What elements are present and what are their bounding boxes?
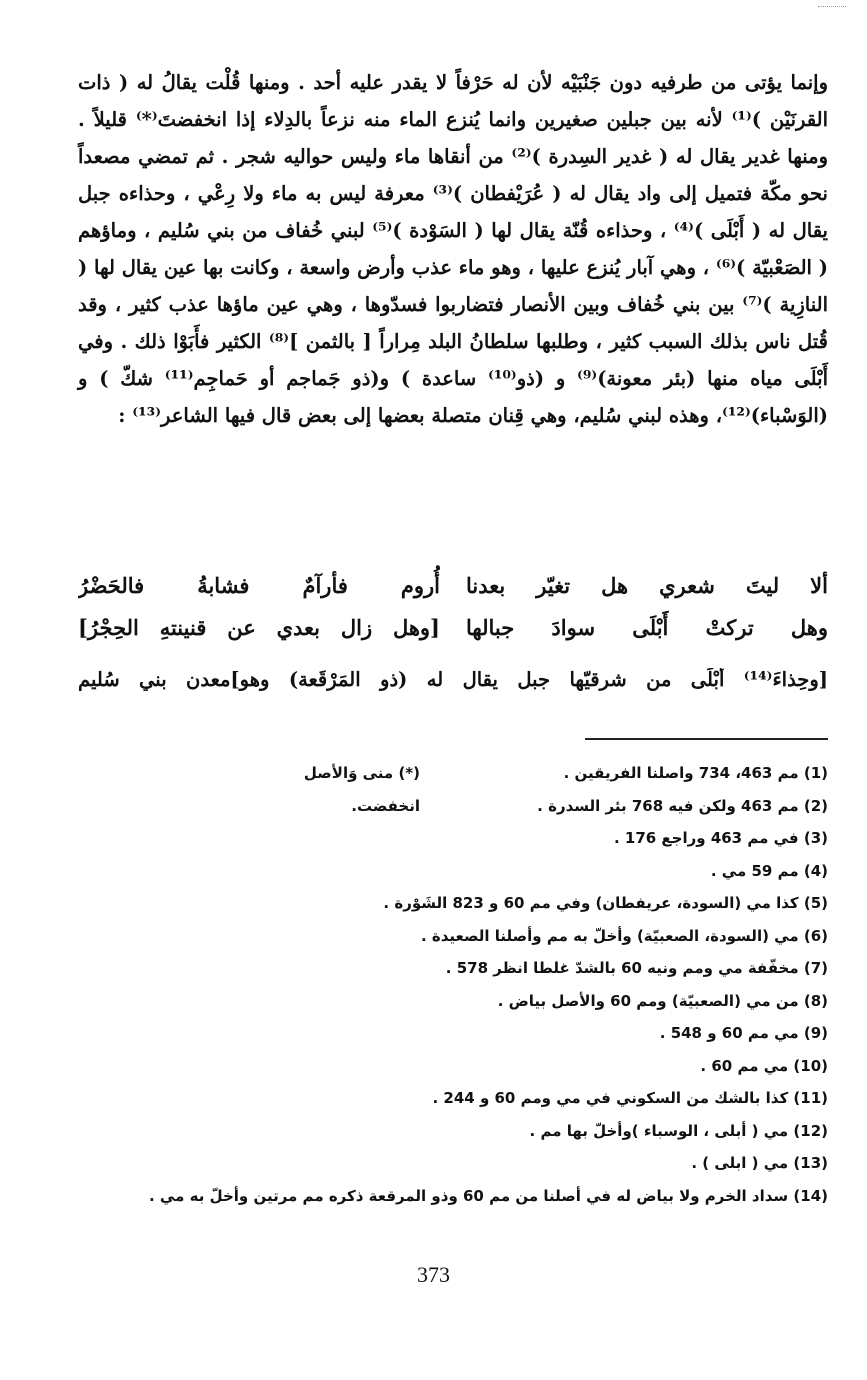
footnote: (2) مم 463 ولكن فيه 768 بئر السدرة . xyxy=(537,796,828,815)
second-hemistich: أُروم فأرآمٌ فشابةُ فالحَضْرُ xyxy=(78,573,440,598)
first-hemistich: وهل تركتْ أَبْلَى سوادَ جبالها xyxy=(466,615,828,640)
footnote: (6) مي (السودة، الصعبيّة) وأخلّ به مم وأصلنا الصعيدة . xyxy=(420,926,828,945)
footnote: (7) مخفّفة مي ومم ونيه 60 بالشدّ غلطا انظر 578 . xyxy=(445,959,828,977)
page-number: 373 xyxy=(417,1262,450,1287)
main-text xyxy=(78,64,828,434)
footnote-separator xyxy=(585,738,828,740)
poem xyxy=(78,565,828,649)
poem-verse xyxy=(78,565,828,607)
footnote: (12) مي ( أبلى ، الوسباء )وأخلّ بها مم . xyxy=(529,1121,828,1140)
second-hemistich: [وهل زال بعدي عن قنينتهِ الحِجْرُ] xyxy=(78,615,440,640)
side-note: (*) منى وَالأصل انخفضت. xyxy=(303,764,420,815)
corner-mark xyxy=(818,6,846,7)
footnote: (1) مم 463، 734 واصلنا الفريقين . xyxy=(563,764,828,782)
footnote: (4) مم 59 مي . xyxy=(710,861,828,880)
poem-verse xyxy=(78,607,828,649)
main-paragraph: وإنما يؤتى من طرفيه دون جَنْبَيْه لأن له حَرْفاً لا يقدر عليه أحد . ومنها قُلْت يقالُ له ( ذات القرنَيْن )⁽¹⁾ لأنه بين جبلين صغيرين وانما يُنزع الماء منه نزعاً بالدِلاء إذا انخفضتَ⁽*⁾ قليلاً . ومنها غدير يقال له ( غدير السِدرة )⁽²⁾ من أنقاها ماء وليس حواليه شجر . ثم تمضي مصعداً نحو مكّة فتميل إلى واد يقال له ( عُرَيْفطان )⁽³⁾ معرفة ليس به ماء ولا رِعْي ، وحذاءه جبل يقال له ( أَبْلَى )⁽⁴⁾ ، وحذاءه قُنّة يقال لها ( السَوْدة )⁽⁵⁾ لبني خُفاف من بني سُليم ، وماؤهم ( الصَعْبيّة )⁽⁶⁾ ، وهي آبار يُنزع عليها ، وهو ماء عذب وأرض واسعة ، وكانت بها عين يقال لها ( النازِية )⁽⁷⁾ بين بني خُفاف وبين الأنصار فتضاربوا فسدّوها ، وهي عين ماؤها عذب كثير ، وقد قُتل ناس بذلك السبب كثير ، وطلبها سلطانُ البلد مِراراً [ بالثمن ]⁽⁸⁾ الكثير فأَبَوْا ذلك . وفي أَبْلَى مياه منها (بئر معونة)⁽⁹⁾ و (ذو⁽¹⁰⁾ ساعدة ) و(ذو جَماجم أو حَماجِم⁽¹¹⁾ شكّ ) و (الوَسْباء)⁽¹²⁾، وهذه لبني سُليم، وهي قِنان متصلة بعضها إلى بعض قال فيها الشاعر⁽¹³⁾ : xyxy=(78,71,829,427)
footnote: (5) كذا مي (السودة، عريفطان) وفي مم 60 و 823 الشَوْرة . xyxy=(383,894,828,912)
footnote: (13) مي ( ابلى ) . xyxy=(691,1154,828,1172)
footnote: (10) مي مم 60 . xyxy=(700,1056,828,1075)
footnote: (3) في مم 463 وراجع 176 . xyxy=(613,829,828,847)
footnote: (9) مي مم 60 و 548 . xyxy=(659,1024,828,1042)
footnote: (14) سداد الخرم ولا بياض له في أصلنا من مم 60 وذو المرقعة ذكره مم مرتين وأخلّ به مي . xyxy=(149,1186,828,1205)
footnotes xyxy=(149,757,828,1212)
footnote: (11) كذا بالشك من السكوني في مي ومم 60 و 244 . xyxy=(432,1089,828,1107)
first-hemistich: ألا ليتَ شعري هل تغيّر بعدنا xyxy=(466,573,828,598)
footnote: (8) من مي (الصعبيّة) ومم 60 والأصل بياض . xyxy=(497,991,828,1010)
closing-line: [وحِذاءَ⁽¹⁴⁾ أَبْلَى من شرقيّها جبل يقال له (ذو المَرْقَعة) وهو]معدن بني سُليم xyxy=(78,668,828,691)
